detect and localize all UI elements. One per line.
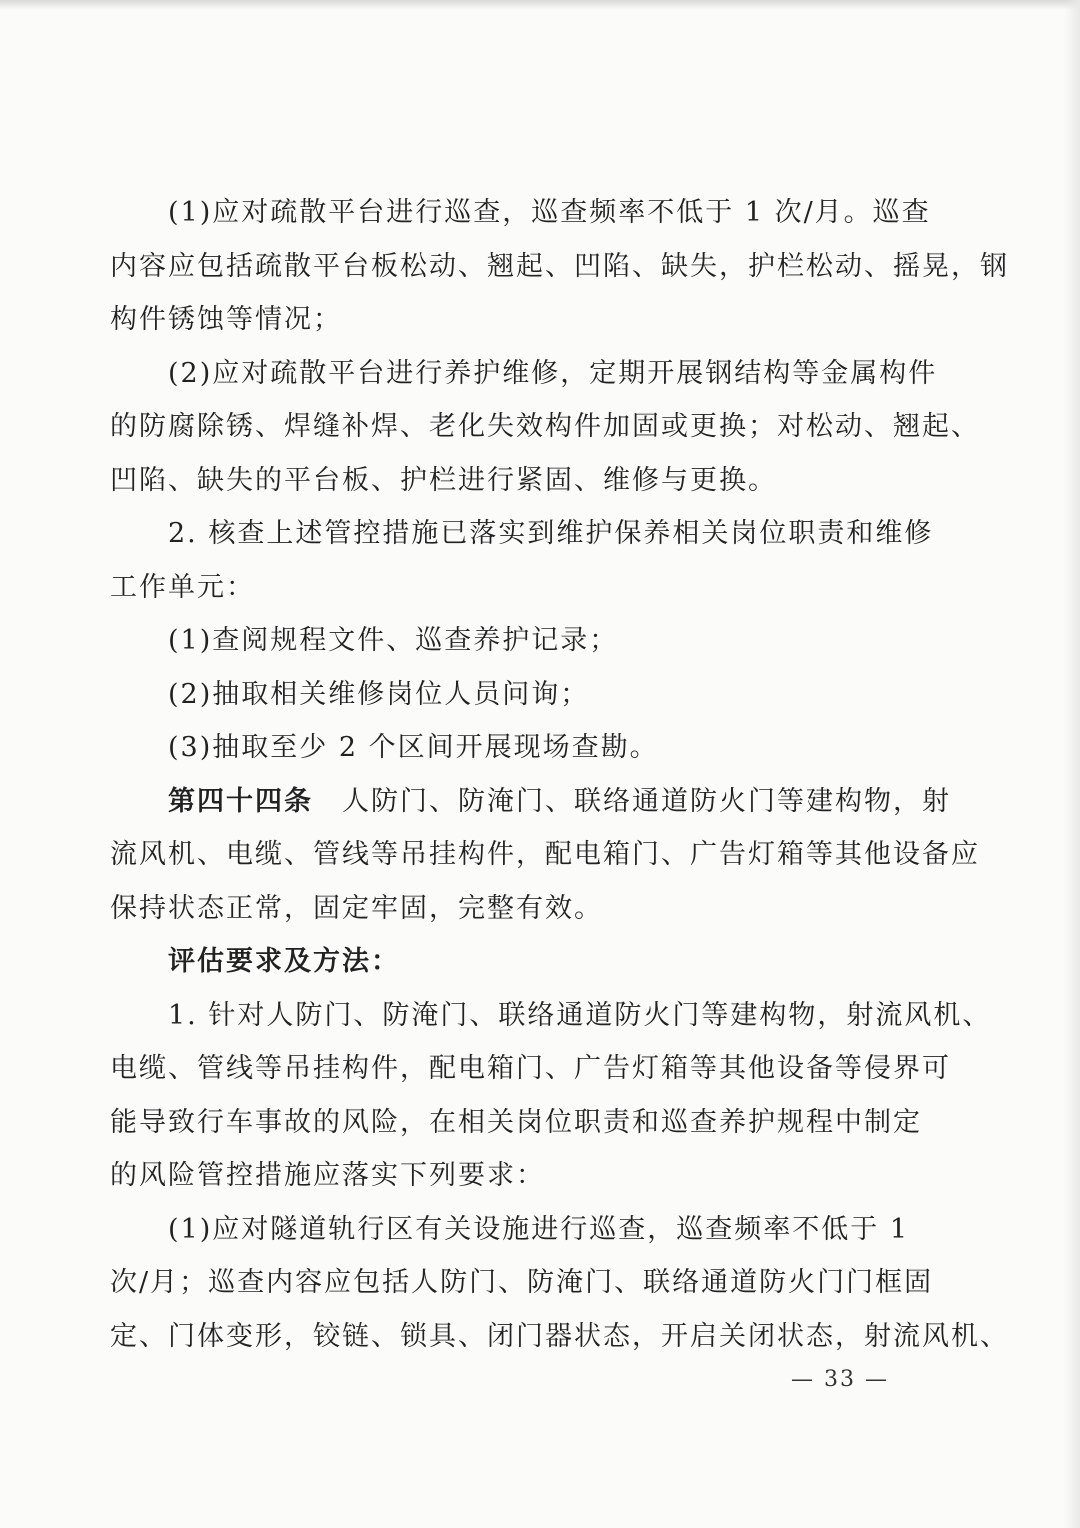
line-text: 凹陷、缺失的平台板、护栏进行紧固、维修与更换。 xyxy=(110,464,777,496)
text-line xyxy=(110,293,910,347)
text-line xyxy=(110,935,910,989)
scan-top-edge xyxy=(0,0,1080,10)
line-text: 2. 核查上述管控措施已落实到维护保养相关岗位职责和维修 xyxy=(110,518,934,549)
text-line xyxy=(110,561,910,615)
text-line xyxy=(110,186,931,240)
line-text: (1)应对疏散平台进行巡查，巡查频率不低于 1 次/月。巡查 xyxy=(110,197,931,228)
line-text: 1. 针对人防门、防淹门、联络通道防火门等建构物，射流风机、 xyxy=(110,999,992,1031)
line-text: 人防门、防淹门、联络通道防火门等建构物，射 xyxy=(313,785,951,817)
line-text: 次/月；巡查内容应包括人防门、防淹门、联络通道防火门门框固 xyxy=(110,1267,934,1298)
text-line xyxy=(110,400,980,454)
line-text: 的防腐除锈、焊缝补焊、老化失效构件加固或更换；对松动、翘起、 xyxy=(110,411,980,442)
text-line xyxy=(110,1096,922,1150)
line-text: 能导致行车事故的风险，在相关岗位职责和巡查养护规程中制定 xyxy=(110,1106,922,1138)
line-text: 保持状态正常，固定牢固，完整有效。 xyxy=(110,892,603,924)
text-line xyxy=(110,347,938,401)
document-body xyxy=(110,186,1009,1363)
text-line xyxy=(110,240,1009,294)
text-line xyxy=(110,454,910,508)
line-text: (1)应对隧道轨行区有关设施进行巡查，巡查频率不低于 1 xyxy=(110,1213,910,1245)
text-line xyxy=(110,1203,910,1257)
line-text: 电缆、管线等吊挂构件，配电箱门、广告灯箱等其他设备等侵界可 xyxy=(110,1053,951,1084)
text-line xyxy=(110,882,910,936)
text-line xyxy=(110,775,951,829)
line-text: 定、门体变形，铰链、锁具、闭门器状态，开启关闭状态，射流风机、 xyxy=(110,1320,1009,1352)
text-line xyxy=(110,1042,951,1096)
line-text: (2)应对疏散平台进行养护维修，定期开展钢结构等金属构件 xyxy=(110,357,938,389)
line-text: 工作单元： xyxy=(110,571,255,603)
text-line xyxy=(110,989,992,1043)
text-line xyxy=(110,1310,1009,1364)
text-line xyxy=(110,1149,910,1203)
page-number: — 33 — xyxy=(791,1367,889,1392)
text-line xyxy=(110,1256,934,1310)
bold-heading: 评估要求及方法： xyxy=(110,946,400,977)
scan-right-edge xyxy=(1064,0,1080,1528)
line-text: 内容应包括疏散平台板松动、翘起、凹陷、缺失，护栏松动、摇晃，钢 xyxy=(110,250,1009,282)
text-line xyxy=(110,668,910,722)
line-text: 构件锈蚀等情况； xyxy=(110,304,342,335)
line-text: 的风险管控措施应落实下列要求： xyxy=(110,1160,545,1191)
line-text: (3)抽取至少 2 个区间开展现场查勘。 xyxy=(110,732,659,763)
text-line xyxy=(110,721,910,775)
line-text: (1)查阅规程文件、巡查养护记录； xyxy=(110,625,619,656)
text-line xyxy=(110,507,934,561)
text-line xyxy=(110,828,980,882)
line-text: (2)抽取相关维修岗位人员问询； xyxy=(110,678,590,710)
bold-heading: 第四十四条 xyxy=(110,785,313,817)
text-line xyxy=(110,614,910,668)
line-text: 流风机、电缆、管线等吊挂构件，配电箱门、广告灯箱等其他设备应 xyxy=(110,839,980,870)
